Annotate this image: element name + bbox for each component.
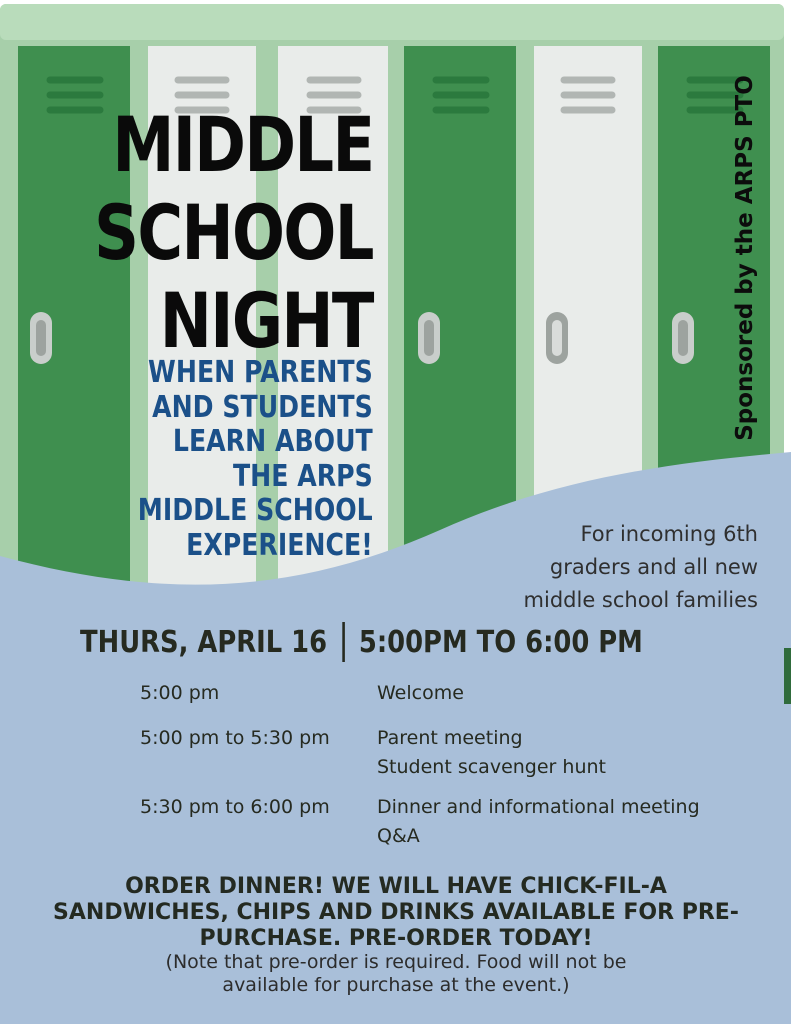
subtitle [138, 356, 373, 563]
audience-line: graders and all new [549, 555, 758, 579]
subtitle-line: THE ARPS [233, 458, 373, 494]
event-time: 5:00PM TO 6:00 PM [358, 624, 643, 660]
activity-line: Parent meeting [377, 727, 523, 749]
schedule-time: 5:00 pm [140, 682, 220, 704]
note-line: (Note that pre-order is required. Food will not be [165, 951, 627, 973]
order-line: ORDER DINNER! WE WILL HAVE CHICK-FIL-A [125, 874, 667, 899]
subtitle-line: AND STUDENTS [152, 389, 373, 425]
title-line-2: SCHOOL [94, 188, 373, 277]
audience-line: middle school families [523, 588, 758, 612]
activity-line: Welcome [377, 682, 464, 704]
activity-line: Dinner and informational meeting [377, 796, 700, 818]
title-line-1: MIDDLE [111, 100, 373, 189]
schedule-time: 5:00 pm to 5:30 pm [140, 727, 330, 749]
subtitle-line: MIDDLE SCHOOL [138, 493, 373, 528]
preorder-note [166, 951, 627, 997]
subtitle-line: LEARN ABOUT [173, 424, 373, 459]
title-line-3: NIGHT [160, 276, 373, 365]
order-callout [53, 874, 739, 952]
event-date: THURS, APRIL 16 [80, 624, 328, 660]
event-datetime [80, 622, 643, 662]
schedule-activity [377, 793, 700, 851]
schedule-time: 5:30 pm to 6:00 pm [140, 796, 330, 818]
note-line: available for purchase at the event.) [222, 974, 570, 996]
audience-text [524, 518, 758, 617]
schedule-activity [377, 679, 464, 708]
activity-line: Student scavenger hunt [377, 756, 606, 778]
subtitle-line: WHEN PARENTS [148, 355, 373, 390]
order-line: PURCHASE. PRE-ORDER TODAY! [199, 926, 593, 951]
audience-line: For incoming 6th [580, 522, 758, 546]
sponsor-text: Sponsored by the ARPS PTO [732, 75, 758, 441]
date-time-separator [343, 622, 346, 662]
schedule-activity [377, 724, 606, 782]
activity-line: Q&A [377, 825, 420, 847]
order-line: SANDWICHES, CHIPS AND DRINKS AVAILABLE FOR PRE- [53, 900, 739, 925]
subtitle-line: EXPERIENCE! [186, 527, 373, 563]
